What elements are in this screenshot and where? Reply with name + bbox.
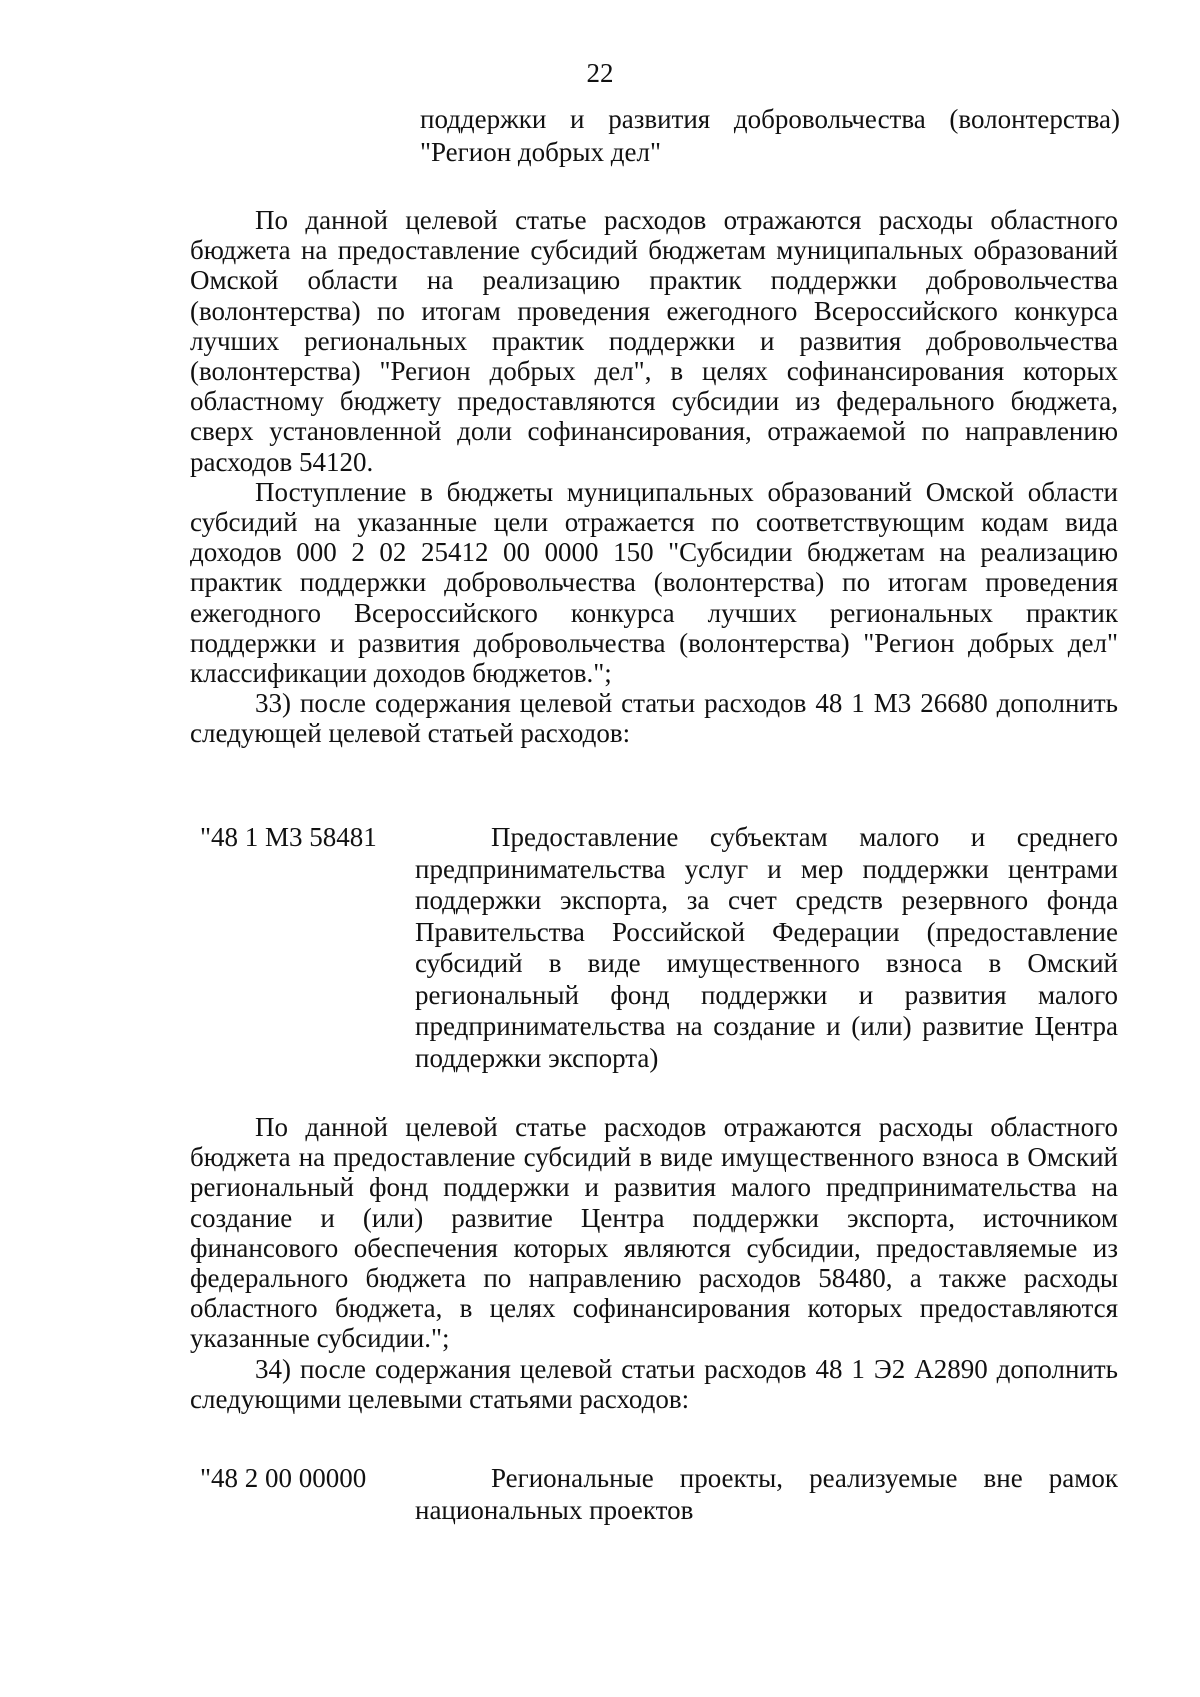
budget-entry-48-1-m3-58481 bbox=[190, 822, 1118, 1074]
explanation-block-1 bbox=[190, 205, 1118, 749]
entry-description: Предоставление субъектам малого и среднего предпринимательства услуг и мер поддержки центрами поддержки экспорта, за счет средств резервного фонда Правительства Российской Федерации (предоставление субсидий в виде имущественного взноса в Омский региональный фонд поддержки и развития малого предпринимательства на создание и (или) развитие Центра поддержки экспорта) bbox=[415, 822, 1118, 1073]
entry-code: "48 1 M3 58481 bbox=[200, 822, 377, 852]
entry-code: "48 2 00 00000 bbox=[200, 1463, 367, 1493]
paragraph-expense-description-2: По данной целевой статье расходов отражаются расходы областного бюджета на предоставление субсидий в виде имущественного взноса в Омский региональный фонд поддержки и развития малого предпринимательства на создание и (или) развитие Центра поддержки экспорта, источником финансового обеспечения которых являются субсидии, предоставляемые из федерального бюджета по направлению расходов 58480, а также расходы областного бюджета, в целях софинансирования которых предоставляются указанные субсидии."; bbox=[190, 1112, 1118, 1354]
paragraph-expense-description: По данной целевой статье расходов отражаются расходы областного бюджета на предоставление субсидий бюджетам муниципальных образований Омской области на реализацию практик поддержки добровольчества (волонтерства) по итогам проведения ежегодного Всероссийского конкурса лучших региональных практик поддержки и развития добровольчества (волонтерства) "Регион добрых дел", в целях софинансирования которых областному бюджету предоставляются субсидии из федерального бюджета, сверх установленной доли софинансирования, отражаемой по направлению расходов 54120. bbox=[190, 205, 1118, 477]
entry-description: Региональные проекты, реализуемые вне рамок национальных проектов bbox=[415, 1463, 1118, 1525]
paragraph-item-33: 33) после содержания целевой статьи расходов 48 1 M3 26680 дополнить следующей целевой статьей расходов: bbox=[190, 688, 1118, 749]
budget-entry-48-2-00-00000 bbox=[190, 1463, 1118, 1526]
page-number: 22 bbox=[586, 58, 614, 88]
explanation-block-2 bbox=[190, 1112, 1118, 1414]
paragraph-item-34: 34) после содержания целевой статьи расходов 48 1 Э2 А2890 дополнить следующими целевыми статьями расходов: bbox=[190, 1353, 1118, 1414]
paragraph-income-description: Поступление в бюджеты муниципальных образований Омской области субсидий на указанные цели отражается по соответствующим кодам вида доходов 000 2 02 25412 00 0000 150 "Субсидии бюджетам на реализацию практик поддержки добровольчества (волонтерства) по итогам проведения ежегодного Всероссийского конкурса лучших региональных практик поддержки и развития добровольчества (волонтерства) "Регион добрых дел" классификации доходов бюджетов."; bbox=[190, 476, 1118, 689]
heading-continuation: поддержки и развития добровольчества (волонтерства) "Регион добрых дел" bbox=[420, 104, 1120, 167]
